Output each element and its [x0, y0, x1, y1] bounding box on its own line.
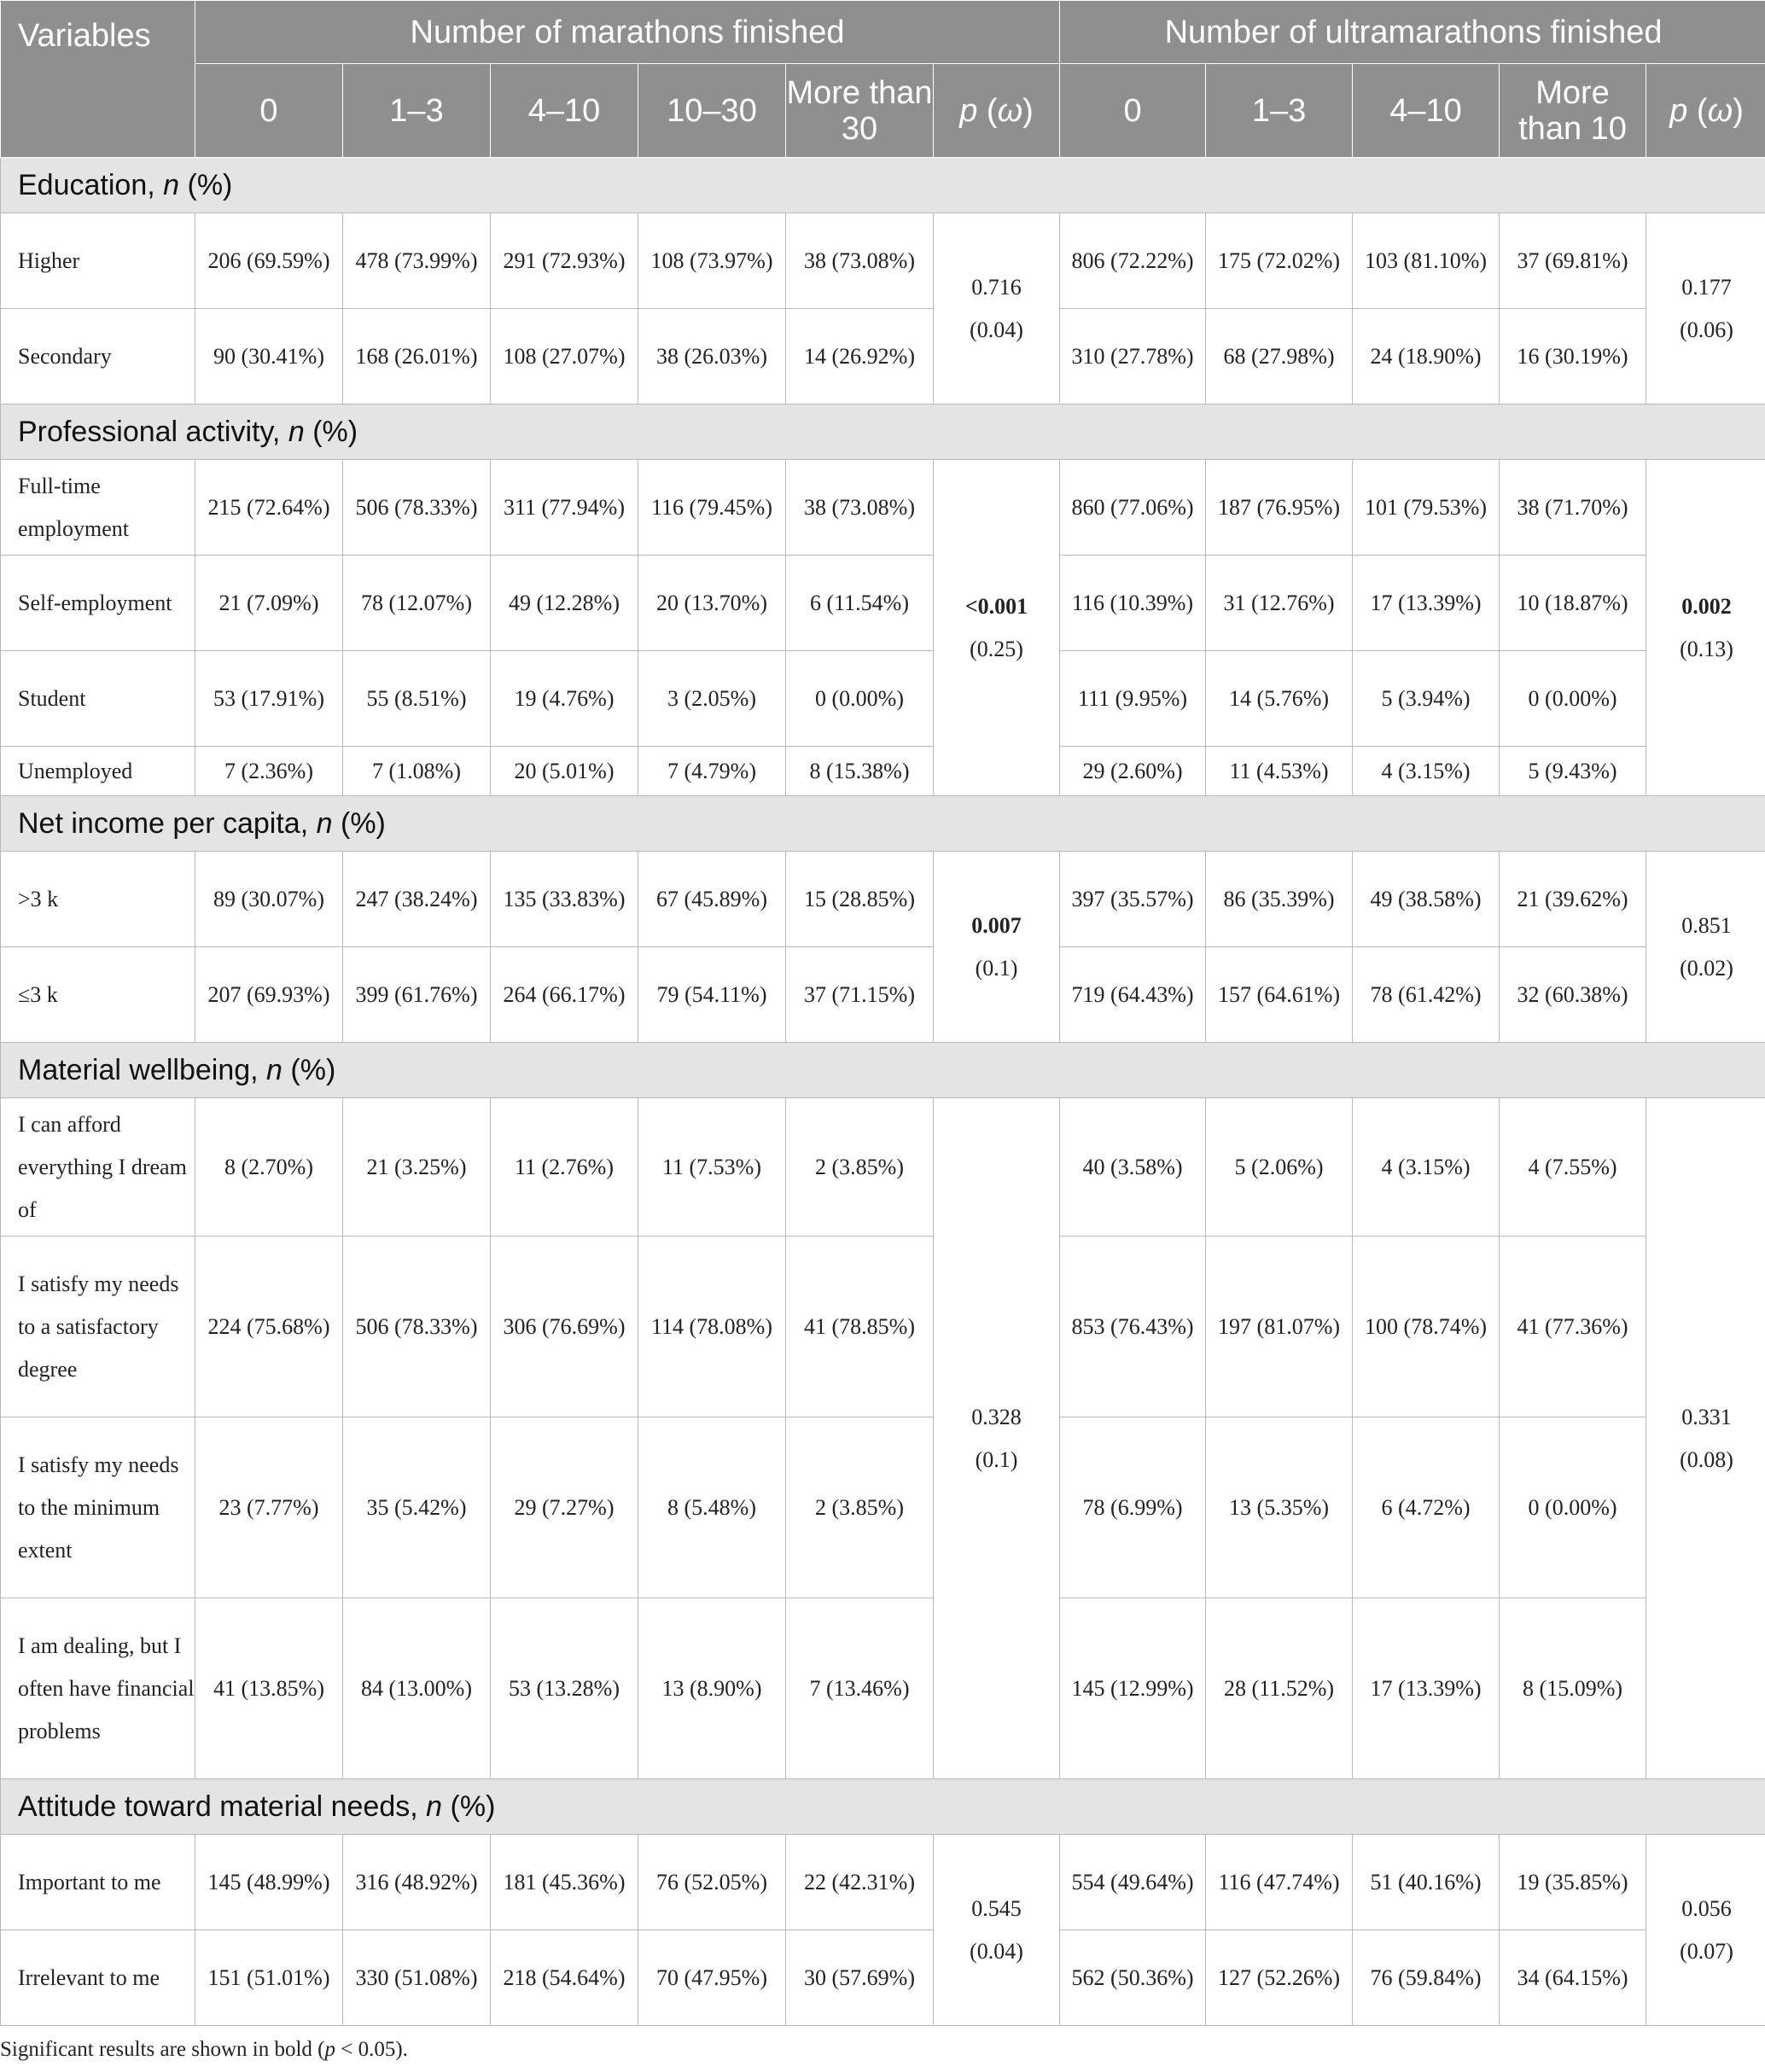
marathon-cell: 84 (13.00%) — [343, 1598, 491, 1779]
marathon-cell: 399 (61.76%) — [343, 947, 491, 1043]
table-row — [1, 1598, 1765, 1779]
marathon-cell: 108 (27.07%) — [491, 309, 638, 405]
marathon-cell: 2 (3.85%) — [786, 1098, 934, 1237]
marathon-cell: 8 (5.48%) — [638, 1417, 786, 1598]
ultra-cell: 5 (3.94%) — [1353, 651, 1500, 747]
ultra-cell: 0 (0.00%) — [1500, 1417, 1646, 1598]
section-header — [1, 796, 1765, 852]
section-header — [1, 158, 1765, 213]
ultra-cell: 49 (38.58%) — [1353, 852, 1500, 947]
ultra-cell: 116 (10.39%) — [1060, 556, 1206, 651]
p-ultra: 0.177 (0.06) — [1646, 213, 1765, 405]
marathon-cell: 8 (15.38%) — [786, 747, 934, 796]
ultra-cell: 4 (7.55%) — [1500, 1098, 1646, 1237]
marathon-cell: 55 (8.51%) — [343, 651, 491, 747]
section-header — [1, 405, 1765, 460]
marathon-cell: 264 (66.17%) — [491, 947, 638, 1043]
marathon-cell: 6 (11.54%) — [786, 556, 934, 651]
ultra-cell: 19 (35.85%) — [1500, 1835, 1646, 1930]
ultra-cell: 78 (6.99%) — [1060, 1417, 1206, 1598]
row-label: >3 k — [1, 852, 195, 947]
p-marathon: 0.328 (0.1) — [934, 1098, 1060, 1779]
row-label: Higher — [1, 213, 195, 309]
table-row — [1, 1098, 1765, 1237]
marathon-cell: 116 (79.45%) — [638, 460, 786, 556]
ultra-cell: 31 (12.76%) — [1206, 556, 1353, 651]
table-row — [1, 309, 1765, 405]
marathon-cell: 207 (69.93%) — [195, 947, 343, 1043]
footnote: Significant results are shown in bold (p < 0.05). — [0, 2038, 408, 2061]
table-row — [1, 1237, 1765, 1417]
header-u-col: 4–10 — [1353, 64, 1500, 158]
header-m-col: 0 — [195, 64, 343, 158]
marathon-cell: 30 (57.69%) — [786, 1930, 934, 2026]
ultra-cell: 5 (9.43%) — [1500, 747, 1646, 796]
marathon-cell: 35 (5.42%) — [343, 1417, 491, 1598]
header-m-col: More than 30 — [786, 64, 934, 158]
ultra-cell: 14 (5.76%) — [1206, 651, 1353, 747]
marathon-cell: 20 (13.70%) — [638, 556, 786, 651]
header-p-m: p (ω) — [934, 64, 1060, 158]
marathon-cell: 79 (54.11%) — [638, 947, 786, 1043]
ultra-cell: 6 (4.72%) — [1353, 1417, 1500, 1598]
marathon-cell: 2 (3.85%) — [786, 1417, 934, 1598]
ultra-cell: 8 (15.09%) — [1500, 1598, 1646, 1779]
ultra-cell: 11 (4.53%) — [1206, 747, 1353, 796]
marathon-cell: 38 (73.08%) — [786, 213, 934, 309]
marathon-cell: 224 (75.68%) — [195, 1237, 343, 1417]
p-ultra: 0.851 (0.02) — [1646, 852, 1765, 1043]
marathon-cell: 19 (4.76%) — [491, 651, 638, 747]
ultra-cell: 562 (50.36%) — [1060, 1930, 1206, 2026]
ultra-cell: 17 (13.39%) — [1353, 556, 1500, 651]
marathon-cell: 206 (69.59%) — [195, 213, 343, 309]
marathon-cell: 14 (26.92%) — [786, 309, 934, 405]
marathon-cell: 8 (2.70%) — [195, 1098, 343, 1237]
section-header — [1, 1043, 1765, 1098]
marathon-cell: 218 (54.64%) — [491, 1930, 638, 2026]
ultra-cell: 29 (2.60%) — [1060, 747, 1206, 796]
ultra-cell: 5 (2.06%) — [1206, 1098, 1353, 1237]
ultra-cell: 10 (18.87%) — [1500, 556, 1646, 651]
row-label: Student — [1, 651, 195, 747]
marathon-cell: 70 (47.95%) — [638, 1930, 786, 2026]
marathon-cell: 23 (7.77%) — [195, 1417, 343, 1598]
ultra-cell: 310 (27.78%) — [1060, 309, 1206, 405]
row-label: Secondary — [1, 309, 195, 405]
marathon-cell: 215 (72.64%) — [195, 460, 343, 556]
marathon-cell: 114 (78.08%) — [638, 1237, 786, 1417]
section-title: Material wellbeing, n (%) — [1, 1043, 1765, 1098]
marathon-cell: 506 (78.33%) — [343, 1237, 491, 1417]
header-ultra-group: Number of ultramarathons finished — [1060, 1, 1765, 64]
marathon-cell: 78 (12.07%) — [343, 556, 491, 651]
marathon-cell: 7 (4.79%) — [638, 747, 786, 796]
ultra-cell: 175 (72.02%) — [1206, 213, 1353, 309]
ultra-cell: 37 (69.81%) — [1500, 213, 1646, 309]
ultra-cell: 28 (11.52%) — [1206, 1598, 1353, 1779]
marathon-cell: 11 (7.53%) — [638, 1098, 786, 1237]
marathon-cell: 247 (38.24%) — [343, 852, 491, 947]
marathon-cell: 21 (3.25%) — [343, 1098, 491, 1237]
marathon-cell: 7 (13.46%) — [786, 1598, 934, 1779]
ultra-cell: 103 (81.10%) — [1353, 213, 1500, 309]
marathon-cell: 53 (13.28%) — [491, 1598, 638, 1779]
marathon-cell: 311 (77.94%) — [491, 460, 638, 556]
ultra-cell: 41 (77.36%) — [1500, 1237, 1646, 1417]
marathon-cell: 7 (1.08%) — [343, 747, 491, 796]
header-marathons-group: Number of marathons finished — [195, 1, 1060, 64]
row-label: Unemployed — [1, 747, 195, 796]
ultra-cell: 4 (3.15%) — [1353, 1098, 1500, 1237]
marathon-cell: 151 (51.01%) — [195, 1930, 343, 2026]
header-variables: Variables — [1, 1, 195, 158]
row-label: Self-employment — [1, 556, 195, 651]
ultra-cell: 197 (81.07%) — [1206, 1237, 1353, 1417]
row-label: I am dealing, but I often have financial problems — [1, 1598, 195, 1779]
marathon-cell: 135 (33.83%) — [491, 852, 638, 947]
p-marathon: 0.545 (0.04) — [934, 1835, 1060, 2026]
ultra-cell: 16 (30.19%) — [1500, 309, 1646, 405]
marathon-cell: 20 (5.01%) — [491, 747, 638, 796]
p-marathon: 0.716 (0.04) — [934, 213, 1060, 405]
marathon-cell: 3 (2.05%) — [638, 651, 786, 747]
p-marathon: 0.007 (0.1) — [934, 852, 1060, 1043]
section-title: Professional activity, n (%) — [1, 405, 1765, 460]
marathon-cell: 41 (78.85%) — [786, 1237, 934, 1417]
ultra-cell: 51 (40.16%) — [1353, 1835, 1500, 1930]
table-row — [1, 747, 1765, 796]
marathon-cell: 67 (45.89%) — [638, 852, 786, 947]
p-ultra: 0.056 (0.07) — [1646, 1835, 1765, 2026]
marathon-cell: 38 (73.08%) — [786, 460, 934, 556]
row-label: I satisfy my needs to a satisfactory degree — [1, 1237, 195, 1417]
header-m-col: 4–10 — [491, 64, 638, 158]
header-u-col: 1–3 — [1206, 64, 1353, 158]
header-m-col: 1–3 — [343, 64, 491, 158]
marathon-cell: 145 (48.99%) — [195, 1835, 343, 1930]
marathon-cell: 316 (48.92%) — [343, 1835, 491, 1930]
ultra-cell: 116 (47.74%) — [1206, 1835, 1353, 1930]
marathon-cell: 291 (72.93%) — [491, 213, 638, 309]
marathon-cell: 306 (76.69%) — [491, 1237, 638, 1417]
marathon-cell: 15 (28.85%) — [786, 852, 934, 947]
ultra-cell: 187 (76.95%) — [1206, 460, 1353, 556]
ultra-cell: 32 (60.38%) — [1500, 947, 1646, 1043]
ultra-cell: 853 (76.43%) — [1060, 1237, 1206, 1417]
ultra-cell: 145 (12.99%) — [1060, 1598, 1206, 1779]
ultra-cell: 0 (0.00%) — [1500, 651, 1646, 747]
marathon-cell: 506 (78.33%) — [343, 460, 491, 556]
ultra-cell: 13 (5.35%) — [1206, 1417, 1353, 1598]
marathon-cell: 13 (8.90%) — [638, 1598, 786, 1779]
ultra-cell: 68 (27.98%) — [1206, 309, 1353, 405]
row-label: Irrelevant to me — [1, 1930, 195, 2026]
ultra-cell: 397 (35.57%) — [1060, 852, 1206, 947]
marathon-cell: 478 (73.99%) — [343, 213, 491, 309]
section-title: Education, n (%) — [1, 158, 1765, 213]
row-label: I satisfy my needs to the minimum extent — [1, 1417, 195, 1598]
header-m-col: 10–30 — [638, 64, 786, 158]
marathon-cell: 41 (13.85%) — [195, 1598, 343, 1779]
header-p-u: p (ω) — [1646, 64, 1765, 158]
marathon-cell: 168 (26.01%) — [343, 309, 491, 405]
ultra-cell: 78 (61.42%) — [1353, 947, 1500, 1043]
section-header — [1, 1779, 1765, 1835]
ultra-cell: 4 (3.15%) — [1353, 747, 1500, 796]
ultra-cell: 24 (18.90%) — [1353, 309, 1500, 405]
ultra-cell: 21 (39.62%) — [1500, 852, 1646, 947]
ultra-cell: 101 (79.53%) — [1353, 460, 1500, 556]
ultra-cell: 40 (3.58%) — [1060, 1098, 1206, 1237]
ultra-cell: 76 (59.84%) — [1353, 1930, 1500, 2026]
marathon-cell: 22 (42.31%) — [786, 1835, 934, 1930]
table-row — [1, 213, 1765, 309]
table-row — [1, 852, 1765, 947]
p-ultra: 0.331 (0.08) — [1646, 1098, 1765, 1779]
ultra-cell: 860 (77.06%) — [1060, 460, 1206, 556]
marathon-cell: 330 (51.08%) — [343, 1930, 491, 2026]
marathon-cell: 90 (30.41%) — [195, 309, 343, 405]
row-label: Full-time employment — [1, 460, 195, 556]
p-marathon: <0.001 (0.25) — [934, 460, 1060, 796]
marathon-cell: 89 (30.07%) — [195, 852, 343, 947]
ultra-cell: 157 (64.61%) — [1206, 947, 1353, 1043]
ultra-cell: 17 (13.39%) — [1353, 1598, 1500, 1779]
table-row — [1, 947, 1765, 1043]
row-label: Important to me — [1, 1835, 195, 1930]
marathon-cell: 7 (2.36%) — [195, 747, 343, 796]
ultra-cell: 100 (78.74%) — [1353, 1237, 1500, 1417]
marathon-cell: 181 (45.36%) — [491, 1835, 638, 1930]
marathon-cell: 0 (0.00%) — [786, 651, 934, 747]
table-row — [1, 651, 1765, 747]
ultra-cell: 554 (49.64%) — [1060, 1835, 1206, 1930]
p-ultra: 0.002 (0.13) — [1646, 460, 1765, 796]
marathon-cell: 38 (26.03%) — [638, 309, 786, 405]
marathon-cell: 108 (73.97%) — [638, 213, 786, 309]
header-u-col: 0 — [1060, 64, 1206, 158]
section-title: Attitude toward material needs, n (%) — [1, 1779, 1765, 1835]
table-row — [1, 1930, 1765, 2026]
ultra-cell: 38 (71.70%) — [1500, 460, 1646, 556]
table-row — [1, 460, 1765, 556]
marathon-cell: 76 (52.05%) — [638, 1835, 786, 1930]
marathon-cell: 37 (71.15%) — [786, 947, 934, 1043]
table-row — [1, 556, 1765, 651]
marathon-cell: 11 (2.76%) — [491, 1098, 638, 1237]
header-u-col: More than 10 — [1500, 64, 1646, 158]
ultra-cell: 806 (72.22%) — [1060, 213, 1206, 309]
ultra-cell: 86 (35.39%) — [1206, 852, 1353, 947]
marathon-cell: 53 (17.91%) — [195, 651, 343, 747]
marathon-cell: 49 (12.28%) — [491, 556, 638, 651]
section-title: Net income per capita, n (%) — [1, 796, 1765, 852]
marathon-cell: 21 (7.09%) — [195, 556, 343, 651]
row-label: ≤3 k — [1, 947, 195, 1043]
marathon-cell: 29 (7.27%) — [491, 1417, 638, 1598]
table-row — [1, 1417, 1765, 1598]
ultra-cell: 34 (64.15%) — [1500, 1930, 1646, 2026]
row-label: I can afford everything I dream of — [1, 1098, 195, 1237]
ultra-cell: 719 (64.43%) — [1060, 947, 1206, 1043]
ultra-cell: 111 (9.95%) — [1060, 651, 1206, 747]
table-row — [1, 1835, 1765, 1930]
ultra-cell: 127 (52.26%) — [1206, 1930, 1353, 2026]
